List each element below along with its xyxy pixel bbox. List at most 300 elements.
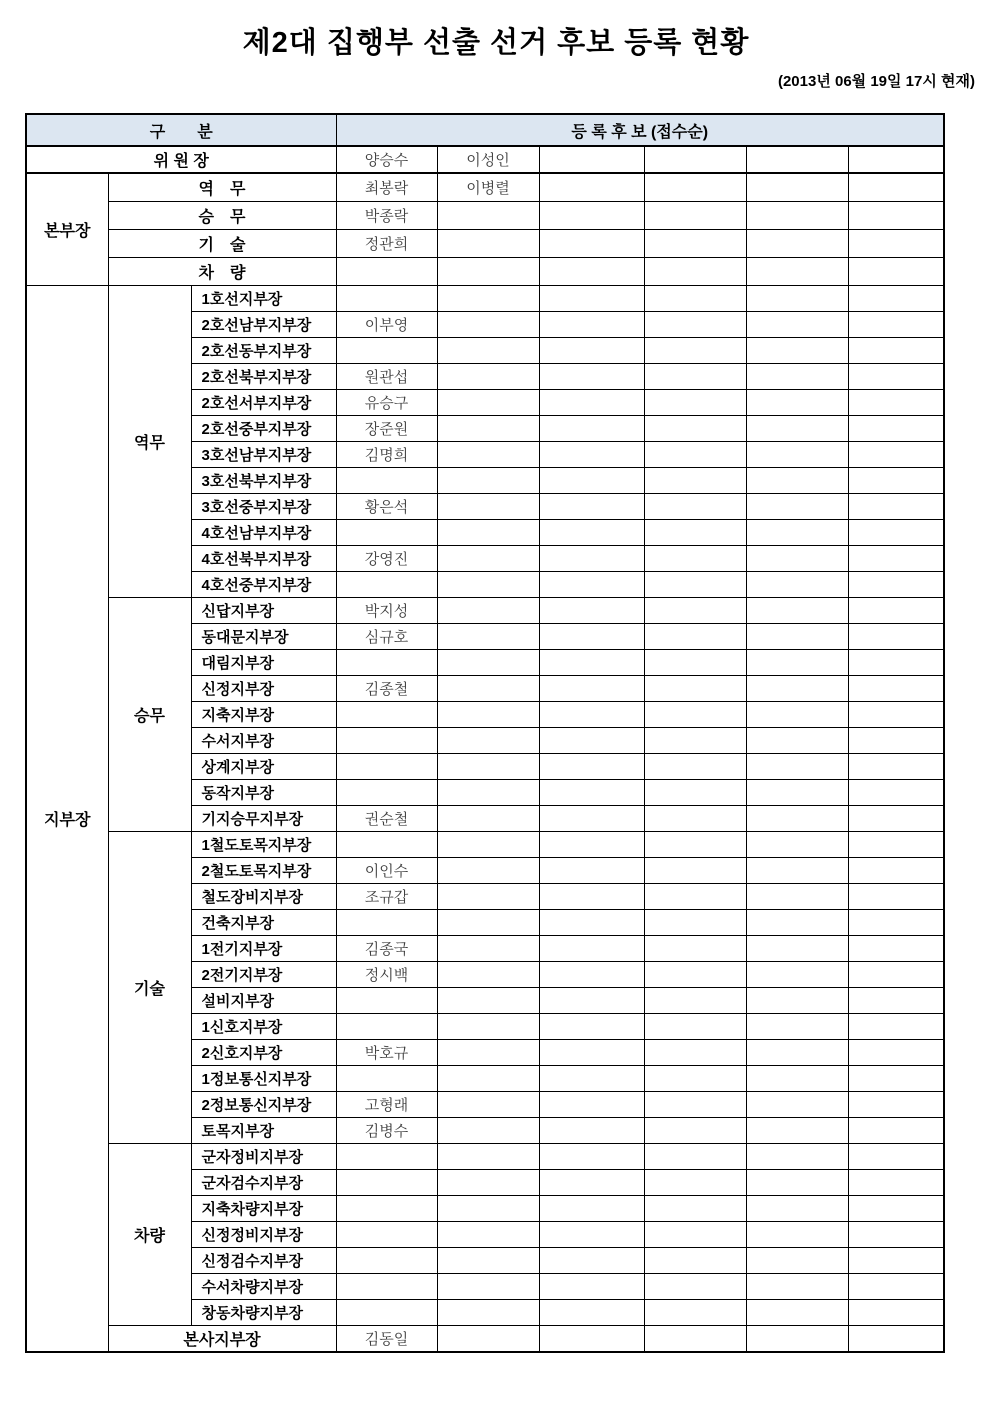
position-cell: 1정보통신지부장 bbox=[191, 1065, 336, 1091]
candidate-cell: 조규갑 bbox=[336, 883, 437, 909]
candidate-cell bbox=[746, 909, 848, 935]
position-cell: 2신호지부장 bbox=[191, 1039, 336, 1065]
candidate-cell bbox=[848, 1065, 944, 1091]
candidate-cell bbox=[644, 311, 746, 337]
candidate-cell bbox=[746, 805, 848, 831]
position-cell: 3호선남부지부장 bbox=[191, 441, 336, 467]
hq-division-label-cell: 차 량 bbox=[108, 257, 336, 285]
candidate-cell bbox=[746, 1299, 848, 1325]
candidate-cell bbox=[746, 675, 848, 701]
candidate-cell bbox=[746, 311, 848, 337]
candidate-cell: 정관희 bbox=[336, 229, 437, 257]
candidate-cell: 이부영 bbox=[336, 311, 437, 337]
candidate-cell bbox=[848, 389, 944, 415]
position-cell: 2호선남부지부장 bbox=[191, 311, 336, 337]
position-cell: 2전기지부장 bbox=[191, 961, 336, 987]
candidate-cell bbox=[336, 337, 437, 363]
candidate-cell bbox=[644, 441, 746, 467]
candidate-cell bbox=[539, 493, 644, 519]
candidate-cell bbox=[437, 467, 539, 493]
candidate-cell bbox=[336, 1273, 437, 1299]
candidate-cell bbox=[336, 519, 437, 545]
candidate-cell bbox=[539, 519, 644, 545]
candidate-cell bbox=[644, 597, 746, 623]
candidate-cell bbox=[644, 493, 746, 519]
candidate-cell bbox=[848, 415, 944, 441]
candidate-cell bbox=[437, 649, 539, 675]
candidate-cell bbox=[746, 363, 848, 389]
candidate-cell bbox=[848, 1247, 944, 1273]
candidate-cell bbox=[644, 146, 746, 173]
candidate-cell bbox=[437, 675, 539, 701]
candidate-cell bbox=[437, 1169, 539, 1195]
candidate-cell bbox=[746, 389, 848, 415]
candidate-cell bbox=[848, 441, 944, 467]
candidate-cell bbox=[746, 857, 848, 883]
candidate-cell bbox=[539, 229, 644, 257]
candidate-cell bbox=[437, 909, 539, 935]
position-cell: 2호선서부지부장 bbox=[191, 389, 336, 415]
table-row bbox=[26, 285, 944, 311]
candidate-cell bbox=[848, 727, 944, 753]
candidate-cell: 정시백 bbox=[336, 961, 437, 987]
candidate-cell bbox=[848, 675, 944, 701]
candidate-cell bbox=[437, 987, 539, 1013]
candidate-cell bbox=[746, 415, 848, 441]
candidate-cell bbox=[539, 257, 644, 285]
candidate-cell bbox=[539, 701, 644, 727]
candidate-cell bbox=[746, 727, 848, 753]
candidate-cell bbox=[848, 1039, 944, 1065]
candidate-cell bbox=[437, 1221, 539, 1247]
candidate-cell bbox=[746, 987, 848, 1013]
candidate-cell bbox=[746, 337, 848, 363]
candidate-cell bbox=[644, 727, 746, 753]
candidate-cell bbox=[437, 389, 539, 415]
candidate-cell bbox=[746, 201, 848, 229]
candidate-cell bbox=[848, 1195, 944, 1221]
position-cell: 2호선중부지부장 bbox=[191, 415, 336, 441]
candidate-cell bbox=[539, 146, 644, 173]
table-row bbox=[26, 146, 944, 173]
candidate-cell bbox=[437, 1325, 539, 1352]
branch-group-label-cell: 지부장 bbox=[26, 285, 108, 1352]
position-cell: 3호선중부지부장 bbox=[191, 493, 336, 519]
candidate-cell bbox=[539, 753, 644, 779]
candidate-cell bbox=[848, 935, 944, 961]
candidate-cell bbox=[848, 857, 944, 883]
table-row bbox=[26, 1143, 944, 1169]
candidate-cell bbox=[746, 146, 848, 173]
candidate-cell bbox=[848, 805, 944, 831]
candidate-cell bbox=[746, 623, 848, 649]
candidate-cell bbox=[437, 1299, 539, 1325]
candidate-cell bbox=[848, 285, 944, 311]
candidate-cell bbox=[848, 519, 944, 545]
candidate-cell bbox=[848, 831, 944, 857]
candidate-cell bbox=[644, 1195, 746, 1221]
candidate-cell bbox=[539, 337, 644, 363]
candidate-cell bbox=[746, 649, 848, 675]
candidate-cell bbox=[848, 257, 944, 285]
candidate-cell bbox=[336, 285, 437, 311]
candidate-cell bbox=[746, 285, 848, 311]
candidate-cell bbox=[437, 257, 539, 285]
hq-division-label-cell: 역 무 bbox=[108, 173, 336, 201]
candidate-cell bbox=[539, 389, 644, 415]
candidate-cell bbox=[644, 467, 746, 493]
candidate-cell bbox=[644, 229, 746, 257]
candidate-cell bbox=[644, 857, 746, 883]
candidate-cell bbox=[848, 493, 944, 519]
table-row bbox=[26, 831, 944, 857]
candidate-cell bbox=[539, 1169, 644, 1195]
candidate-cell bbox=[644, 623, 746, 649]
candidate-cell bbox=[746, 1195, 848, 1221]
candidate-cell bbox=[644, 675, 746, 701]
candidate-cell bbox=[644, 805, 746, 831]
branch-division-label-cell: 승무 bbox=[108, 597, 191, 831]
candidate-cell bbox=[848, 597, 944, 623]
candidate-cell bbox=[644, 1013, 746, 1039]
candidate-cell bbox=[437, 201, 539, 229]
candidate-cell bbox=[848, 779, 944, 805]
candidate-cell: 유승구 bbox=[336, 389, 437, 415]
candidate-cell bbox=[746, 493, 848, 519]
candidate-cell bbox=[437, 311, 539, 337]
candidate-cell bbox=[644, 961, 746, 987]
candidate-cell bbox=[848, 1169, 944, 1195]
candidate-cell bbox=[848, 467, 944, 493]
candidate-cell bbox=[644, 1247, 746, 1273]
candidate-cell bbox=[336, 1247, 437, 1273]
candidate-cell bbox=[746, 961, 848, 987]
candidate-cell bbox=[437, 597, 539, 623]
candidate-cell bbox=[437, 727, 539, 753]
candidate-cell bbox=[848, 1273, 944, 1299]
branch-division-label-cell: 차량 bbox=[108, 1143, 191, 1325]
candidate-cell bbox=[848, 1143, 944, 1169]
candidate-cell bbox=[437, 857, 539, 883]
table-row bbox=[26, 1325, 944, 1352]
candidate-cell bbox=[848, 229, 944, 257]
candidate-cell bbox=[644, 1143, 746, 1169]
position-cell: 지축지부장 bbox=[191, 701, 336, 727]
candidate-cell bbox=[437, 961, 539, 987]
candidate-cell bbox=[336, 571, 437, 597]
candidate-cell bbox=[746, 1039, 848, 1065]
candidate-cell bbox=[437, 229, 539, 257]
candidate-cell bbox=[539, 883, 644, 909]
candidate-cell bbox=[848, 1091, 944, 1117]
candidate-cell bbox=[336, 1013, 437, 1039]
position-cell: 2철도토목지부장 bbox=[191, 857, 336, 883]
table-row bbox=[26, 114, 944, 146]
candidate-cell bbox=[848, 987, 944, 1013]
hq-group-label-cell: 본부장 bbox=[26, 173, 108, 285]
candidate-cell bbox=[746, 1221, 848, 1247]
head-office-label-cell: 본사지부장 bbox=[108, 1325, 336, 1352]
candidate-cell bbox=[437, 337, 539, 363]
candidate-cell bbox=[336, 1169, 437, 1195]
position-cell: 철도장비지부장 bbox=[191, 883, 336, 909]
candidate-cell: 박호규 bbox=[336, 1039, 437, 1065]
candidate-cell: 김명희 bbox=[336, 441, 437, 467]
candidate-cell bbox=[644, 1091, 746, 1117]
candidate-cell bbox=[644, 753, 746, 779]
candidate-cell bbox=[644, 987, 746, 1013]
candidate-cell bbox=[539, 1143, 644, 1169]
candidate-cell bbox=[539, 909, 644, 935]
candidate-cell bbox=[644, 389, 746, 415]
position-cell: 군자검수지부장 bbox=[191, 1169, 336, 1195]
chairman-label-cell: 위 원 장 bbox=[26, 146, 336, 173]
candidate-cell bbox=[336, 753, 437, 779]
candidate-cell: 이병렬 bbox=[437, 173, 539, 201]
candidate-cell bbox=[336, 909, 437, 935]
candidate-cell bbox=[539, 363, 644, 389]
candidate-cell bbox=[848, 201, 944, 229]
candidate-cell bbox=[539, 805, 644, 831]
table-body bbox=[26, 114, 944, 1352]
header-candidates-cell: 등 록 후 보 (접수순) bbox=[336, 114, 944, 146]
candidate-cell bbox=[848, 623, 944, 649]
candidate-cell: 김병수 bbox=[336, 1117, 437, 1143]
candidate-cell bbox=[848, 545, 944, 571]
candidate-cell bbox=[437, 1039, 539, 1065]
candidate-cell bbox=[848, 173, 944, 201]
position-cell: 군자정비지부장 bbox=[191, 1143, 336, 1169]
candidate-cell bbox=[644, 173, 746, 201]
candidate-cell bbox=[644, 883, 746, 909]
candidate-cell bbox=[336, 987, 437, 1013]
candidate-cell bbox=[746, 779, 848, 805]
candidate-cell: 장준원 bbox=[336, 415, 437, 441]
candidate-cell bbox=[848, 1013, 944, 1039]
candidate-cell bbox=[746, 173, 848, 201]
candidate-cell bbox=[437, 779, 539, 805]
candidate-cell bbox=[437, 935, 539, 961]
candidate-cell bbox=[746, 701, 848, 727]
candidate-cell bbox=[437, 701, 539, 727]
position-cell: 상계지부장 bbox=[191, 753, 336, 779]
candidate-cell: 최봉락 bbox=[336, 173, 437, 201]
header-category-cell: 구 분 bbox=[26, 114, 336, 146]
position-cell: 4호선남부지부장 bbox=[191, 519, 336, 545]
candidate-cell bbox=[746, 1169, 848, 1195]
candidate-cell bbox=[848, 1299, 944, 1325]
position-cell: 2호선북부지부장 bbox=[191, 363, 336, 389]
position-cell: 1전기지부장 bbox=[191, 935, 336, 961]
candidate-cell bbox=[539, 1013, 644, 1039]
candidate-cell bbox=[437, 545, 539, 571]
candidate-cell bbox=[746, 1143, 848, 1169]
table-row bbox=[26, 257, 944, 285]
candidate-cell bbox=[539, 727, 644, 753]
position-cell: 1철도토목지부장 bbox=[191, 831, 336, 857]
candidate-cell bbox=[336, 779, 437, 805]
candidate-cell bbox=[848, 961, 944, 987]
candidate-cell bbox=[437, 805, 539, 831]
branch-division-label-cell: 역무 bbox=[108, 285, 191, 597]
candidate-cell bbox=[336, 467, 437, 493]
position-cell: 1호선지부장 bbox=[191, 285, 336, 311]
candidate-cell bbox=[848, 909, 944, 935]
candidate-cell bbox=[746, 1013, 848, 1039]
candidate-cell bbox=[644, 571, 746, 597]
branch-division-label-cell: 기술 bbox=[108, 831, 191, 1143]
candidate-cell bbox=[437, 493, 539, 519]
candidate-cell bbox=[848, 1325, 944, 1352]
candidate-cell bbox=[746, 753, 848, 779]
candidate-cell bbox=[644, 519, 746, 545]
candidate-cell bbox=[644, 545, 746, 571]
candidate-cell: 강영진 bbox=[336, 545, 437, 571]
candidate-cell bbox=[746, 883, 848, 909]
candidate-cell bbox=[848, 363, 944, 389]
position-cell: 수서지부장 bbox=[191, 727, 336, 753]
candidate-cell bbox=[746, 467, 848, 493]
candidate-cell bbox=[539, 201, 644, 229]
candidate-cell bbox=[336, 1065, 437, 1091]
candidate-cell: 이성인 bbox=[437, 146, 539, 173]
candidate-cell: 원관섭 bbox=[336, 363, 437, 389]
candidate-cell bbox=[437, 883, 539, 909]
candidate-cell bbox=[644, 779, 746, 805]
candidate-cell bbox=[848, 753, 944, 779]
candidate-cell bbox=[644, 1117, 746, 1143]
candidate-cell bbox=[746, 1247, 848, 1273]
candidate-cell bbox=[539, 441, 644, 467]
candidate-registration-table bbox=[25, 113, 945, 1353]
candidate-cell: 박지성 bbox=[336, 597, 437, 623]
candidate-cell bbox=[336, 701, 437, 727]
candidate-cell bbox=[746, 257, 848, 285]
candidate-cell bbox=[848, 701, 944, 727]
candidate-cell bbox=[539, 1195, 644, 1221]
candidate-cell bbox=[539, 987, 644, 1013]
candidate-cell bbox=[437, 1065, 539, 1091]
candidate-cell bbox=[437, 519, 539, 545]
candidate-cell bbox=[644, 1273, 746, 1299]
candidate-cell bbox=[437, 285, 539, 311]
candidate-cell bbox=[539, 173, 644, 201]
candidate-cell bbox=[644, 363, 746, 389]
candidate-cell bbox=[437, 623, 539, 649]
candidate-cell bbox=[539, 935, 644, 961]
candidate-cell bbox=[539, 311, 644, 337]
candidate-cell: 고형래 bbox=[336, 1091, 437, 1117]
candidate-cell bbox=[437, 1247, 539, 1273]
candidate-cell bbox=[746, 1091, 848, 1117]
candidate-cell bbox=[746, 571, 848, 597]
candidate-cell bbox=[644, 935, 746, 961]
page-title: 제2대 집행부 선출 선거 후보 등록 현황 bbox=[242, 27, 750, 59]
candidate-cell: 황은석 bbox=[336, 493, 437, 519]
candidate-cell bbox=[644, 257, 746, 285]
position-cell: 창동차량지부장 bbox=[191, 1299, 336, 1325]
position-cell: 지축차량지부장 bbox=[191, 1195, 336, 1221]
position-cell: 동대문지부장 bbox=[191, 623, 336, 649]
candidate-cell bbox=[539, 831, 644, 857]
candidate-cell bbox=[539, 1065, 644, 1091]
candidate-cell bbox=[336, 649, 437, 675]
position-cell: 토목지부장 bbox=[191, 1117, 336, 1143]
candidate-cell bbox=[336, 257, 437, 285]
candidate-cell bbox=[437, 1273, 539, 1299]
position-cell: 2호선동부지부장 bbox=[191, 337, 336, 363]
candidate-cell bbox=[644, 1039, 746, 1065]
candidate-cell bbox=[437, 1117, 539, 1143]
candidate-cell bbox=[336, 1221, 437, 1247]
position-cell: 기지승무지부장 bbox=[191, 805, 336, 831]
candidate-cell bbox=[437, 1091, 539, 1117]
candidate-cell bbox=[437, 441, 539, 467]
candidate-cell bbox=[437, 363, 539, 389]
candidate-cell bbox=[746, 441, 848, 467]
table-row bbox=[26, 597, 944, 623]
candidate-cell bbox=[746, 229, 848, 257]
table-row bbox=[26, 201, 944, 229]
candidate-cell bbox=[644, 337, 746, 363]
candidate-cell bbox=[848, 649, 944, 675]
position-cell: 대림지부장 bbox=[191, 649, 336, 675]
candidate-cell bbox=[539, 1247, 644, 1273]
position-cell: 동작지부장 bbox=[191, 779, 336, 805]
position-cell: 2정보통신지부장 bbox=[191, 1091, 336, 1117]
candidate-cell bbox=[644, 1325, 746, 1352]
candidate-cell bbox=[437, 1143, 539, 1169]
candidate-cell bbox=[437, 1195, 539, 1221]
position-cell: 3호선북부지부장 bbox=[191, 467, 336, 493]
position-cell: 수서차량지부장 bbox=[191, 1273, 336, 1299]
candidate-cell bbox=[848, 311, 944, 337]
candidate-cell bbox=[539, 571, 644, 597]
candidate-cell bbox=[848, 883, 944, 909]
candidate-cell: 양승수 bbox=[336, 146, 437, 173]
candidate-cell: 김동일 bbox=[336, 1325, 437, 1352]
candidate-cell bbox=[644, 831, 746, 857]
candidate-cell bbox=[539, 1299, 644, 1325]
candidate-cell bbox=[848, 1117, 944, 1143]
candidate-cell bbox=[539, 1039, 644, 1065]
candidate-cell: 심규호 bbox=[336, 623, 437, 649]
candidate-cell bbox=[746, 1065, 848, 1091]
candidate-cell bbox=[644, 285, 746, 311]
candidate-cell bbox=[539, 1221, 644, 1247]
candidate-cell: 권순철 bbox=[336, 805, 437, 831]
candidate-cell bbox=[336, 1195, 437, 1221]
position-cell: 1신호지부장 bbox=[191, 1013, 336, 1039]
candidate-cell bbox=[336, 1143, 437, 1169]
candidate-cell bbox=[746, 1273, 848, 1299]
candidate-cell bbox=[539, 1117, 644, 1143]
position-cell: 신정검수지부장 bbox=[191, 1247, 336, 1273]
position-cell: 설비지부장 bbox=[191, 987, 336, 1013]
candidate-cell bbox=[539, 961, 644, 987]
candidate-cell bbox=[644, 415, 746, 441]
candidate-cell bbox=[746, 1117, 848, 1143]
candidate-cell bbox=[336, 831, 437, 857]
report-timestamp: (2013년 06월 19일 17시 현재) bbox=[777, 73, 975, 90]
candidate-cell bbox=[539, 1273, 644, 1299]
candidate-cell bbox=[539, 467, 644, 493]
table-row bbox=[26, 229, 944, 257]
candidate-cell bbox=[848, 146, 944, 173]
candidate-cell bbox=[644, 701, 746, 727]
candidate-cell bbox=[746, 519, 848, 545]
candidate-cell bbox=[746, 831, 848, 857]
